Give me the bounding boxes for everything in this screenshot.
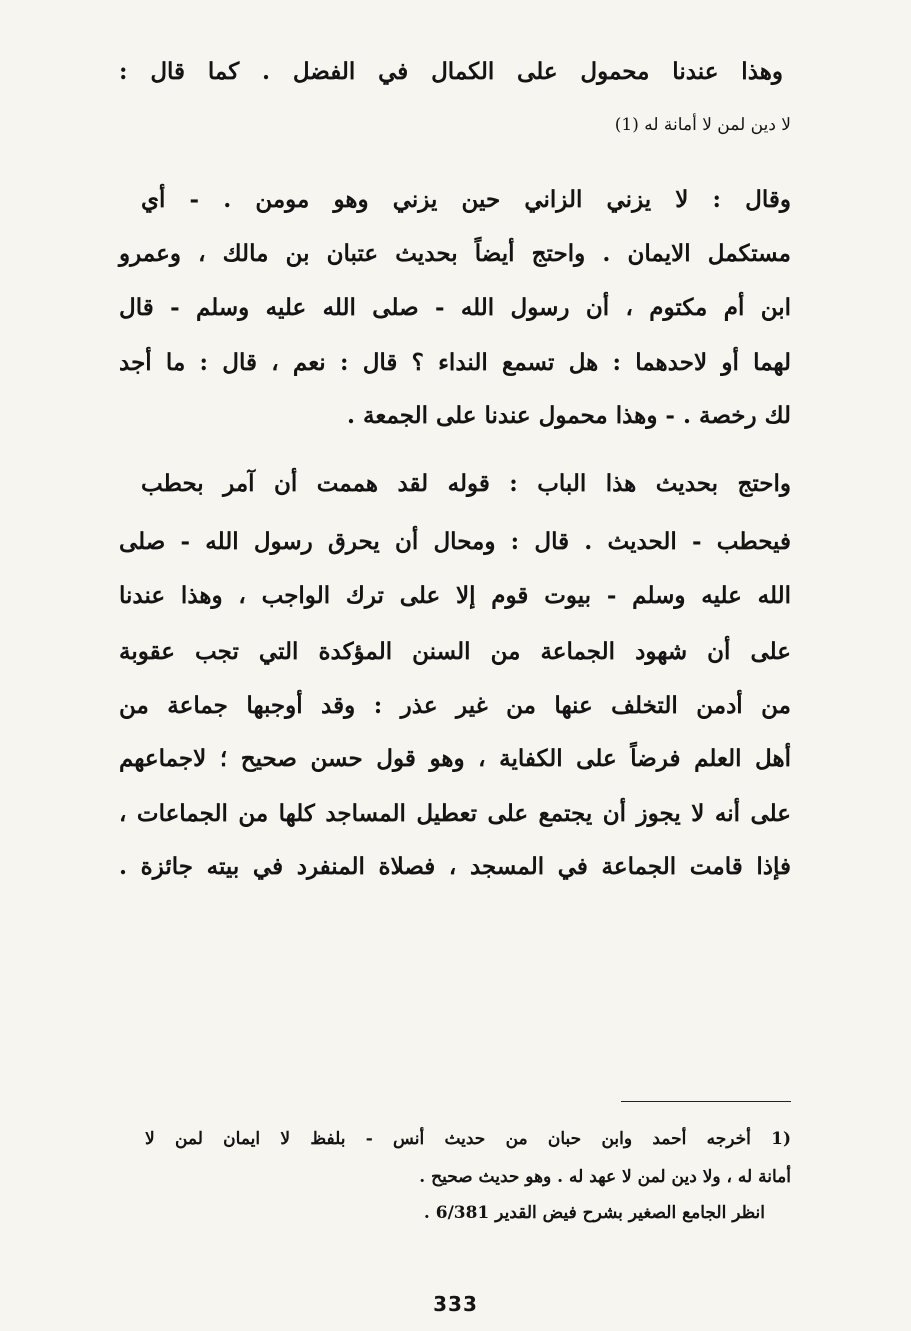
body-line-11: على أن شهود الجماعة من السنن المؤكدة التي تجب عقوبة xyxy=(119,638,791,665)
page-number: 333 xyxy=(433,1292,478,1316)
body-line-13: أهل العلم فرضاً على الكفاية ، وهو قول حسن صحيح ؛ لاجماعهم xyxy=(119,745,791,772)
body-line-14: على أنه لا يجوز أن يجتمع على تعطيل المساجد كلها من الجماعات ، xyxy=(119,800,791,827)
body-line-4: مستكمل الايمان . واحتج أيضاً بحديث عتبان بن مالك ، وعمرو xyxy=(119,240,791,267)
footnote-line-1: (1 أخرجه أحمد وابن حبان من حديث أنس - بلفظ لا ايمان لمن لا xyxy=(145,1129,791,1149)
body-line-12: من أدمن التخلف عنها من غير عذر : وقد أوجبها جماعة من xyxy=(119,692,791,719)
body-line-5: ابن أم مكتوم ، أن رسول الله - صلى الله عليه وسلم - قال xyxy=(119,294,791,321)
body-line-1: وهذا عندنا محمول على الكمال في الفضل . كما قال : xyxy=(119,58,783,85)
footnote-line-2: أمانة له ، ولا دين لمن لا عهد له . وهو حديث صحيح . xyxy=(419,1167,791,1187)
footnote-line-3: انظر الجامع الصغير بشرح فيض القدير 6/381 . xyxy=(423,1203,765,1223)
body-line-10: الله عليه وسلم - بيوت قوم إلا على ترك الواجب ، وهذا عندنا xyxy=(119,582,791,609)
body-line-2-hadith: لا دين لمن لا أمانة له (1) xyxy=(614,115,791,135)
body-line-15: فإذا قامت الجماعة في المسجد ، فصلاة المنفرد في بيته جائزة . xyxy=(119,853,791,880)
body-line-8: واحتج بحديث هذا الباب : قوله لقد هممت أن آمر بحطب xyxy=(141,470,791,497)
body-line-9: فيحطب - الحديث . قال : ومحال أن يحرق رسول الله - صلى xyxy=(119,528,791,555)
body-line-3: وقال : لا يزني الزاني حين يزني وهو مومن . - أي xyxy=(141,186,791,213)
footnote-separator xyxy=(621,1101,791,1102)
body-line-6: لهما أو لاحدهما : هل تسمع النداء ؟ قال : نعم ، قال : ما أجد xyxy=(119,349,791,376)
body-line-7: لك رخصة . - وهذا محمول عندنا على الجمعة . xyxy=(347,402,791,429)
